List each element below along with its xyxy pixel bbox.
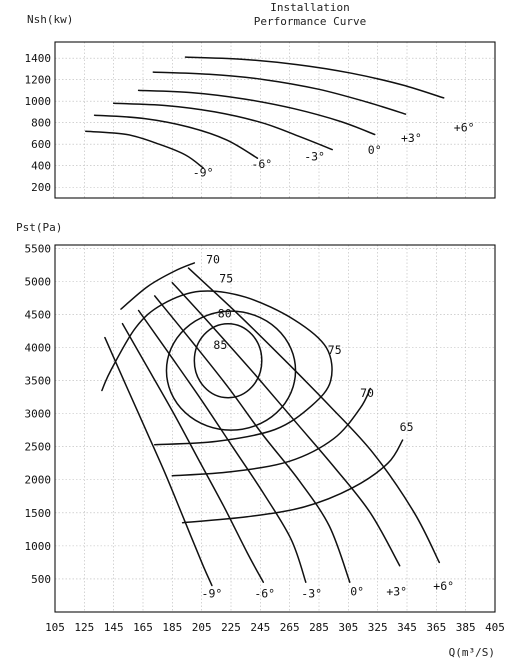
x-tick-label: 165 <box>133 621 153 634</box>
power-curve--9° <box>86 131 203 168</box>
top-y-tick-label: 1200 <box>24 73 51 87</box>
bottom-y-tick-label: 1000 <box>24 539 51 553</box>
x-tick-label: 405 <box>485 621 505 634</box>
power-curve-label: +3° <box>401 131 422 146</box>
x-tick-label: 285 <box>309 621 329 634</box>
xlabel: Q(m³/S) <box>448 646 495 659</box>
bottom-y-tick-label: 3000 <box>24 407 51 421</box>
x-tick-label: 125 <box>74 621 95 634</box>
x-tick-label: 265 <box>279 621 300 634</box>
pressure-curve-label: -3° <box>301 586 323 601</box>
power-chart <box>25 42 496 198</box>
top-frame <box>55 42 495 198</box>
top-y-tick-label: 1000 <box>24 95 51 109</box>
pressure-curve-0° <box>155 296 350 582</box>
pressure-curve-label: +3° <box>386 584 408 599</box>
efficiency-label: 85 <box>213 337 228 352</box>
efficiency-contour-65 <box>183 440 403 523</box>
x-tick-label: 225 <box>221 621 241 634</box>
efficiency-contour-80 <box>166 311 295 430</box>
efficiency-label: 65 <box>399 419 414 434</box>
top-y-tick-label: 400 <box>31 159 51 173</box>
chart-title-line1: Installation <box>270 1 350 14</box>
bottom-y-tick-label: 4500 <box>24 308 51 322</box>
power-curve-0° <box>139 90 375 134</box>
efficiency-contour-70 <box>121 263 194 309</box>
x-tick-label: 305 <box>338 621 359 634</box>
bottom-frame <box>55 245 495 612</box>
efficiency-label: 75 <box>219 271 234 286</box>
power-curve--6° <box>95 115 258 158</box>
bottom-y-tick-label: 3500 <box>24 374 51 388</box>
x-tick-label: 205 <box>191 621 212 634</box>
bottom-y-tick-label: 2000 <box>24 473 51 487</box>
top-y-tick-label: 1400 <box>24 52 51 66</box>
efficiency-label: 80 <box>217 306 232 321</box>
x-tick-label: 145 <box>103 621 124 634</box>
pressure-curve-label: 0° <box>350 584 365 599</box>
x-tick-label: 325 <box>367 621 388 634</box>
x-tick-label: 385 <box>455 621 476 634</box>
power-curve-label: -6° <box>251 156 273 171</box>
efficiency-label: 75 <box>327 343 342 358</box>
power-curve-label: -9° <box>192 165 214 180</box>
chart-title-line2: Performance Curve <box>253 15 367 28</box>
top-y-tick-label: 800 <box>31 116 51 130</box>
pressure-chart <box>25 242 505 634</box>
pressure-curve--9° <box>105 338 212 586</box>
x-tick-label: 345 <box>397 621 417 634</box>
pressure-curve-label: -6° <box>254 586 276 601</box>
power-curve-label: +6° <box>453 120 475 135</box>
pressure-curve-label: +6° <box>433 579 455 594</box>
x-tick-label: 245 <box>250 621 271 634</box>
efficiency-label: 70 <box>206 252 220 267</box>
bottom-y-tick-label: 2500 <box>24 440 51 454</box>
top-y-tick-label: 200 <box>31 181 51 195</box>
x-tick-label: 185 <box>162 621 183 634</box>
bottom-y-tick-label: 5000 <box>24 275 51 289</box>
top-ylabel: Nsh(kw) <box>27 13 74 26</box>
pressure-curve--6° <box>123 324 264 583</box>
x-tick-label: 365 <box>426 621 447 634</box>
bottom-ylabel: Pst(Pa) <box>16 221 63 234</box>
top-y-tick-label: 600 <box>31 138 51 152</box>
power-curve-+6° <box>186 57 444 98</box>
power-curve-label: -3° <box>304 149 325 164</box>
bottom-y-tick-label: 1500 <box>24 506 51 520</box>
pressure-curve-label: -9° <box>201 586 223 601</box>
power-curve-label: 0° <box>367 142 382 157</box>
bottom-y-tick-label: 5500 <box>24 242 51 256</box>
x-tick-label: 105 <box>45 621 65 634</box>
bottom-y-tick-label: 4000 <box>24 341 51 355</box>
bottom-y-tick-label: 500 <box>31 572 51 586</box>
efficiency-label: 70 <box>360 386 374 401</box>
